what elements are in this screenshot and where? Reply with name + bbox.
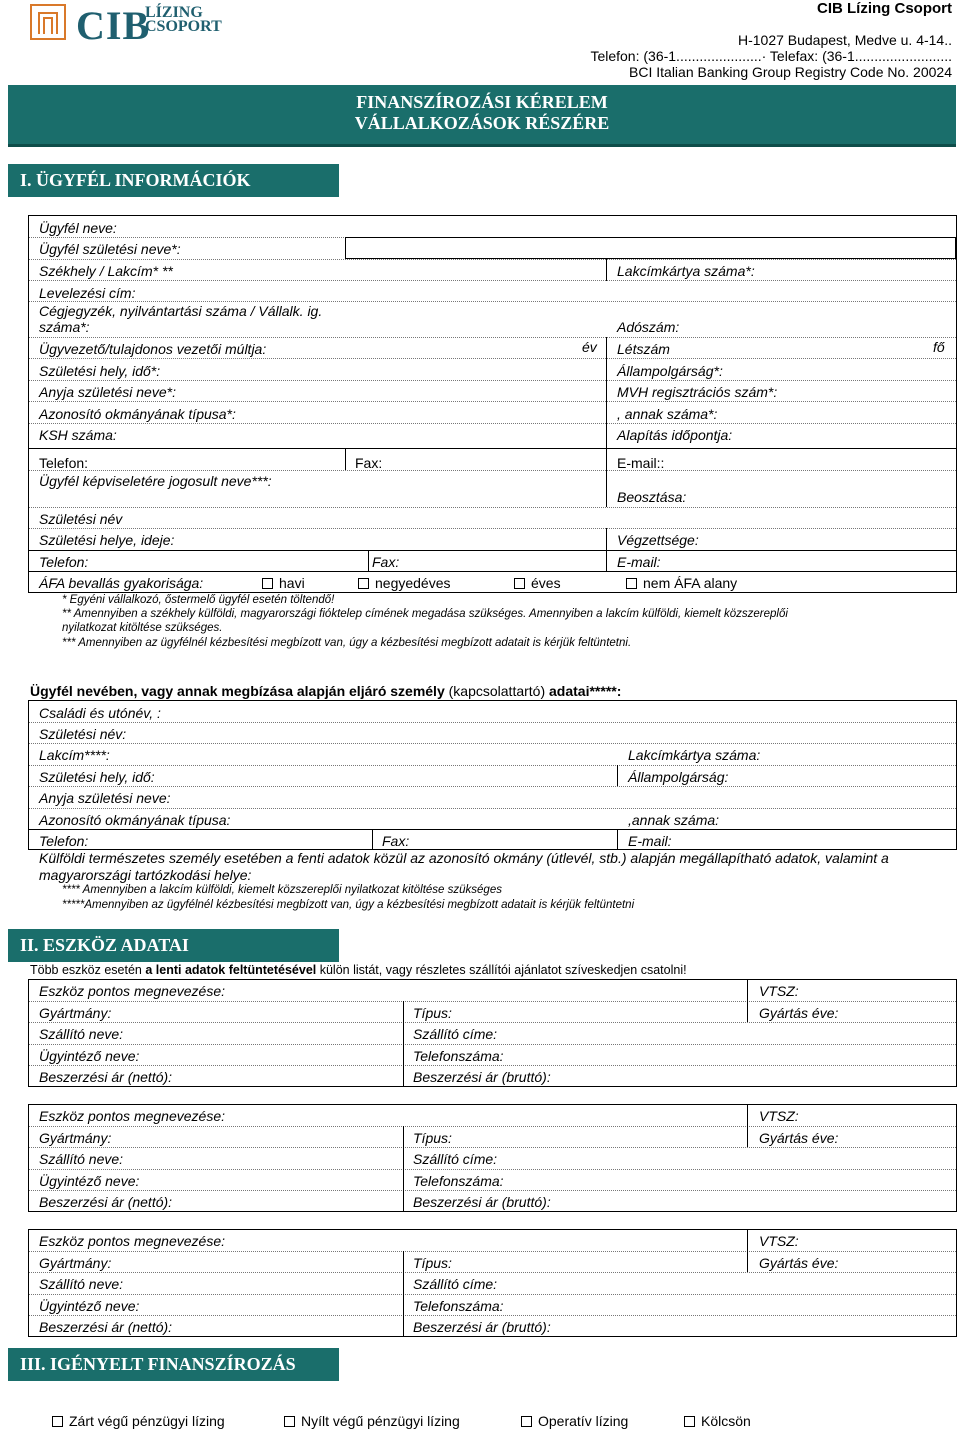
asset-supplier-label: Szállító neve:: [39, 1151, 124, 1167]
contact-id-number-label: ,annak száma:: [628, 812, 720, 828]
asset-vtsz-label: VTSZ:: [759, 1233, 799, 1249]
asset-tel-label: Telefonszáma:: [413, 1047, 504, 1064]
tax-number-label: Adószám:: [617, 319, 680, 335]
company-name: CIB Lízing Csoport: [817, 0, 952, 17]
row-separator: [29, 1126, 956, 1127]
footnote: * Egyéni vállalkozó, őstermelő ügyfél esetén töltendő!: [62, 594, 335, 606]
headcount-label: Létszám: [617, 341, 670, 357]
registry-label-2: száma*:: [39, 319, 90, 335]
column-separator: [403, 1001, 404, 1087]
contact-phone-label: Telefon:: [39, 833, 89, 849]
asset-gross-label: Beszerzési ár (bruttó):: [413, 1319, 551, 1335]
checkbox-icon[interactable]: [684, 1416, 695, 1427]
checkbox-icon[interactable]: [626, 578, 637, 589]
rep-fax-label: Fax:: [372, 554, 400, 570]
checkbox-icon[interactable]: [262, 578, 273, 589]
mother-name-label: Anyja születési neve*:: [39, 384, 176, 400]
mail-address-label: Levelezési cím:: [39, 285, 136, 301]
column-separator: [747, 1229, 748, 1272]
financing-option-label: Kölcsön: [701, 1413, 751, 1429]
vat-option-label: éves: [531, 575, 561, 591]
row-separator: [29, 1169, 956, 1170]
asset-contact-label: Ügyintéző neve:: [39, 1172, 140, 1189]
seat-label: Székhely / Lakcím* **: [39, 263, 173, 279]
asset-supplier-addr-label: Szállító címe:: [413, 1276, 498, 1292]
vat-option-none[interactable]: [626, 575, 737, 591]
education-label: Végzettsége:: [617, 532, 699, 548]
asset-name-label: Eszköz pontos megnevezése:: [39, 1108, 225, 1124]
form-title-line-2: VÁLLALKOZÁSOK RÉSZÉRE: [354, 113, 610, 133]
footnote: **** Amennyiben a lakcím külföldi, kiemelt közszereplői nyilatkozat kitöltése szükséges: [62, 884, 502, 896]
asset-name-label: Eszköz pontos megnevezése:: [39, 983, 225, 999]
company-registry: BCI Italian Banking Group Registry Code No. 20024: [629, 64, 952, 80]
contact-mother-name-label: Anyja születési neve:: [39, 790, 171, 806]
row-separator: [29, 1251, 956, 1252]
form-title: [350, 92, 614, 134]
financing-option-label: Zárt végű pénzügyi lízing: [69, 1413, 225, 1429]
citizenship-label: Állampolgárság*:: [617, 363, 723, 379]
footnote: ** Amennyiben a székhely külföldi, magyarországi fióktelep címének megadása szükséges. Amennyiben a lakcím külföldi, kiemelt közszereplői: [62, 608, 788, 620]
row-separator: [29, 1190, 956, 1191]
rep-phone-label: Telefon:: [39, 554, 89, 570]
phone-label: Telefon:: [39, 455, 89, 471]
id-type-label: Azonosító okmányának típusa*:: [39, 406, 236, 422]
logo-sub-line-2: CSOPORT: [145, 18, 222, 35]
financing-option-label: Nyílt végű pénzügyi lízing: [301, 1413, 460, 1429]
checkbox-icon[interactable]: [521, 1416, 532, 1427]
assets-intro-part: a lenti adatok feltüntetésével: [145, 963, 317, 977]
footnote: nyilatkozat kitöltése szükséges.: [62, 622, 223, 634]
asset-type-label: Típus:: [413, 1004, 452, 1021]
contact-birth-name-label: Születési név:: [39, 726, 127, 742]
footnote: *****Amennyiben az ügyfélnél kézbesítési megbízott van, úgy a kézbesítési megbízott adatait is kérjük feltüntetni: [62, 899, 635, 911]
column-separator: [747, 979, 748, 1022]
asset-vtsz-label: VTSZ:: [759, 983, 799, 999]
contact-full-name-label: Családi és utónév, :: [39, 705, 161, 721]
birth-name-input[interactable]: [345, 237, 956, 259]
row-separator: [29, 1022, 956, 1023]
section-heading-financing: III. IGÉNYELT FINANSZÍROZÁS: [8, 1348, 339, 1381]
contact-heading-part: Ügyfél nevében, vagy annak megbízása alapján eljáró személy: [30, 683, 445, 699]
column-separator: [403, 1251, 404, 1337]
form-title-line-1: FINANSZÍROZÁSI KÉRELEM: [356, 92, 608, 112]
contact-address-label: Lakcím****:: [39, 747, 110, 763]
representative-label: Ügyfél képviseletére jogosult neve***:: [39, 473, 272, 489]
ksh-label: KSH száma:: [39, 427, 117, 443]
asset-year-label: Gyártás éve:: [759, 1254, 839, 1271]
financing-option-closed-leasing[interactable]: [52, 1413, 225, 1429]
asset-vtsz-label: VTSZ:: [759, 1108, 799, 1124]
assets-intro-part: Több eszköz esetén: [30, 963, 146, 977]
row-separator: [29, 1001, 956, 1002]
section-heading-assets: II. ESZKÖZ ADATAI: [8, 929, 339, 962]
contact-heading: [30, 683, 621, 699]
section-heading-client: I. ÜGYFÉL INFORMÁCIÓK: [8, 164, 339, 197]
year-unit: év: [582, 339, 597, 355]
row-separator: [29, 1147, 956, 1148]
vat-option-quarterly[interactable]: [358, 575, 451, 591]
asset-supplier-label: Szállító neve:: [39, 1276, 124, 1292]
vat-option-label: havi: [279, 575, 305, 591]
financing-option-operative-leasing[interactable]: [521, 1413, 628, 1429]
asset-maker-label: Gyártmány:: [39, 1254, 112, 1271]
row-separator: [29, 1044, 956, 1045]
logo-mark: [30, 4, 66, 40]
contact-email-label: E-mail:: [628, 833, 672, 849]
asset-year-label: Gyártás éve:: [759, 1004, 839, 1021]
asset-contact-label: Ügyintéző neve:: [39, 1047, 140, 1064]
financing-option-label: Operatív lízing: [538, 1413, 629, 1429]
vat-option-label: nem ÁFA alany: [643, 575, 738, 591]
financing-option-loan[interactable]: [684, 1413, 751, 1429]
vat-option-monthly[interactable]: [262, 575, 305, 591]
row-separator: [29, 1065, 956, 1066]
asset-supplier-addr-label: Szállító címe:: [413, 1151, 498, 1167]
birth-place-label: Születési hely, idő*:: [39, 363, 161, 379]
foreign-note-line-2: magyarországi tartózkodási helye:: [39, 867, 252, 883]
vat-option-label: negyedéves: [375, 575, 451, 591]
company-phone: Telefon: (36-1......................· Telefax: (36-1.........................: [590, 48, 952, 64]
contact-id-type-label: Azonosító okmányának típusa:: [39, 812, 231, 828]
rep-email-label: E-mail:: [617, 554, 661, 570]
asset-supplier-addr-label: Szállító címe:: [413, 1026, 498, 1042]
asset-supplier-label: Szállító neve:: [39, 1026, 124, 1042]
contact-heading-part: adatai*****:: [549, 683, 622, 699]
asset-net-label: Beszerzési ár (nettó):: [39, 1069, 173, 1085]
foreign-note-line-1: Külföldi természetes személy esetében a fenti adatok közül az azonosító okmány (útlevél, stb.) alapján megállapítható adatok, valamint a: [39, 850, 889, 866]
checkbox-icon[interactable]: [52, 1416, 63, 1427]
fax-label: Fax:: [355, 455, 383, 471]
mvh-label: MVH regisztrációs szám*:: [617, 384, 778, 400]
asset-name-label: Eszköz pontos megnevezése:: [39, 1233, 225, 1249]
rep-birth-name-label: Születési név: [39, 511, 123, 527]
client-birth-name-label: Ügyfél születési neve*:: [39, 241, 181, 257]
position-label: Beosztása:: [617, 489, 687, 505]
asset-gross-label: Beszerzési ár (bruttó):: [413, 1194, 551, 1210]
contact-fax-label: Fax:: [382, 833, 410, 849]
footnote: *** Amennyiben az ügyfélnél kézbesítési megbízott van, úgy a kézbesítési megbízott adatait is kérjük feltüntetni.: [62, 637, 632, 649]
address-card-label: Lakcímkártya száma*:: [617, 263, 755, 279]
asset-maker-label: Gyártmány:: [39, 1129, 112, 1146]
checkbox-icon[interactable]: [284, 1416, 295, 1427]
persons-unit: fő: [933, 339, 945, 355]
rep-birth-place-label: Születési helye, ideje:: [39, 532, 175, 548]
vat-label: ÁFA bevallás gyakorisága:: [39, 575, 204, 591]
logo-subtext: [145, 6, 222, 34]
asset-contact-label: Ügyintéző neve:: [39, 1297, 140, 1314]
contact-citizenship-label: Állampolgárság:: [628, 769, 729, 785]
asset-year-label: Gyártás éve:: [759, 1129, 839, 1146]
founded-label: Alapítás időpontja:: [617, 427, 733, 443]
row-separator: [29, 1315, 956, 1316]
email-label: E-mail::: [617, 455, 665, 471]
asset-maker-label: Gyártmány:: [39, 1004, 112, 1021]
contact-heading-part: (kapcsolattartó): [444, 683, 550, 699]
asset-tel-label: Telefonszáma:: [413, 1297, 504, 1314]
asset-tel-label: Telefonszáma:: [413, 1172, 504, 1189]
checkbox-icon[interactable]: [514, 578, 525, 589]
registry-label-1: Cégjegyzék, nyilvántartási száma / Vállalk. ig.: [39, 303, 323, 319]
asset-net-label: Beszerzési ár (nettó):: [39, 1319, 173, 1335]
contact-birth-place-label: Születési hely, idő:: [39, 769, 155, 785]
asset-type-label: Típus:: [413, 1254, 452, 1271]
logo-text: CIB: [76, 3, 151, 48]
row-separator: [29, 1294, 956, 1295]
id-number-label: , annak száma*:: [617, 406, 718, 422]
column-separator: [403, 1126, 404, 1212]
asset-net-label: Beszerzési ár (nettó):: [39, 1194, 173, 1210]
asset-gross-label: Beszerzési ár (bruttó):: [413, 1069, 551, 1085]
column-separator: [747, 1104, 748, 1147]
vat-option-yearly[interactable]: [514, 575, 561, 591]
row-separator: [29, 1272, 956, 1273]
asset-type-label: Típus:: [413, 1129, 452, 1146]
assets-intro-part: külön listát, vagy részletes szállítói ajánlatot szíveskedjen csatolni!: [316, 963, 687, 977]
checkbox-icon[interactable]: [358, 578, 369, 589]
company-address: H-1027 Budapest, Medve u. 4-14..: [737, 32, 952, 48]
manager-past-label: Ügyvezető/tulajdonos vezetői múltja:: [39, 341, 267, 357]
financing-option-open-leasing[interactable]: [284, 1413, 460, 1429]
assets-intro: [30, 963, 687, 977]
logo-sub-line-1: LÍZING: [145, 4, 203, 21]
contact-address-card-label: Lakcímkártya száma:: [628, 747, 761, 763]
client-name-label: Ügyfél neve:: [39, 220, 117, 236]
